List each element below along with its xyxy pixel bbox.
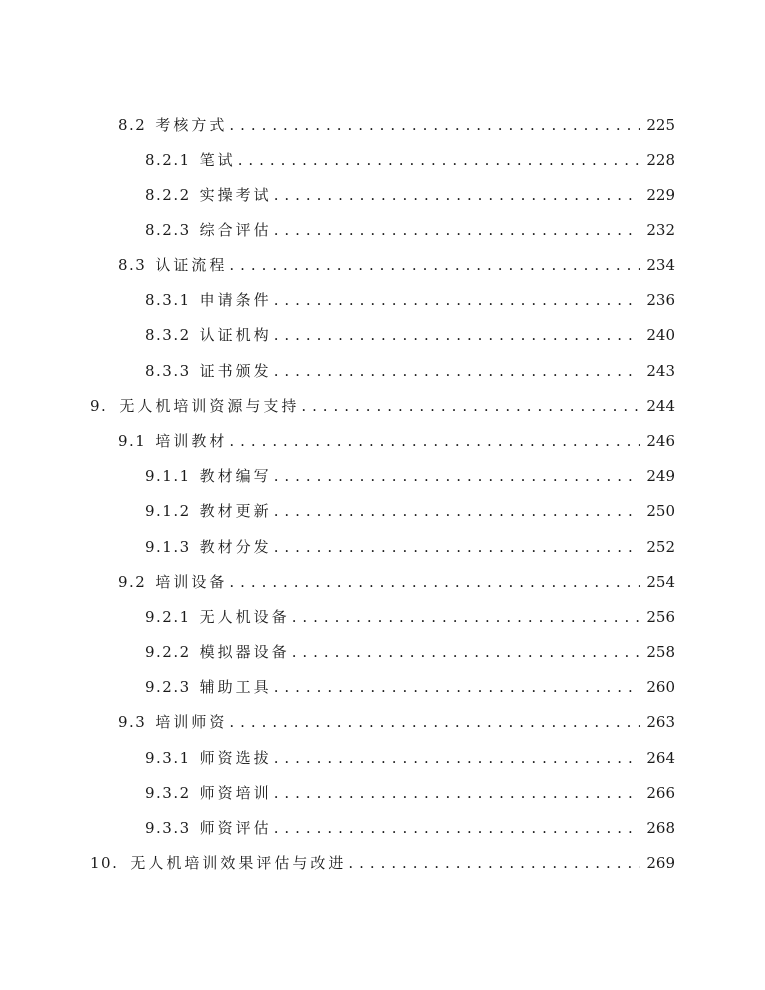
toc-entry-title: 教材更新: [199, 502, 272, 520]
toc-entry-number: 9.2.3: [145, 678, 191, 696]
toc-entry-number: 9.3.3: [145, 819, 191, 837]
toc-leader-dots: [229, 113, 640, 137]
toc-entry-number: 10.: [90, 854, 119, 872]
toc-entry-title: 笔试: [199, 151, 236, 169]
toc-entry-page: 252: [646, 538, 675, 556]
toc-entry-number: 8.3.3: [145, 362, 191, 380]
toc-entry[interactable]: [0, 746, 675, 770]
toc-entry-page: 240: [646, 326, 675, 344]
toc-entry-title: 教材分发: [199, 538, 272, 556]
toc-entry-title: 考核方式: [155, 116, 228, 134]
toc-entry-number: 8.2.2: [145, 186, 191, 204]
toc-entry-page: 250: [646, 502, 675, 520]
toc-entry-title: 无人机培训效果评估与改进: [130, 854, 347, 872]
toc-entry-number: 8.2.1: [145, 151, 191, 169]
toc-entry[interactable]: [0, 429, 675, 453]
toc-leader-dots: [229, 253, 640, 277]
toc-leader-dots: [274, 535, 641, 559]
toc-leader-dots: [274, 675, 641, 699]
toc-entry-number: 9.1.3: [145, 538, 191, 556]
toc-entry-page: 228: [646, 151, 675, 169]
toc-entry[interactable]: [0, 359, 675, 383]
toc-entry-title: 辅助工具: [199, 678, 272, 696]
toc-entry-page: 244: [646, 397, 675, 415]
toc-leader-dots: [229, 570, 640, 594]
toc-entry[interactable]: [0, 323, 675, 347]
toc-entry[interactable]: [0, 499, 675, 523]
toc-entry[interactable]: [0, 535, 675, 559]
toc-entry-page: 229: [646, 186, 675, 204]
toc-entry-number: 9.2.2: [145, 643, 191, 661]
toc-entry-page: 266: [646, 784, 675, 802]
toc-leader-dots: [229, 429, 640, 453]
toc-leader-dots: [274, 183, 641, 207]
toc-entry-title: 认证机构: [199, 326, 272, 344]
toc-entry-title: 教材编写: [199, 467, 272, 485]
toc-entry-title: 无人机培训资源与支持: [119, 397, 300, 415]
toc-entry-title: 培训教材: [155, 432, 228, 450]
toc-entry[interactable]: [0, 183, 675, 207]
toc-entry-title: 模拟器设备: [199, 643, 290, 661]
toc-leader-dots: [274, 499, 641, 523]
toc-leader-dots: [348, 851, 640, 875]
toc-leader-dots: [274, 218, 641, 242]
toc-entry-page: 260: [646, 678, 675, 696]
toc-entry-page: 246: [646, 432, 675, 450]
toc-entry-title: 师资培训: [199, 784, 272, 802]
toc-entry[interactable]: [0, 851, 675, 875]
toc-entry-page: 268: [646, 819, 675, 837]
toc-entry[interactable]: [0, 113, 675, 137]
toc-entry[interactable]: [0, 816, 675, 840]
toc-entry-page: 254: [646, 573, 675, 591]
toc-leader-dots: [238, 148, 641, 172]
toc-entry-title: 师资选拔: [199, 749, 272, 767]
toc-entry[interactable]: [0, 605, 675, 629]
toc-entry-title: 培训设备: [155, 573, 228, 591]
toc-entry-number: 9.3: [118, 713, 147, 731]
toc-entry-page: 243: [646, 362, 675, 380]
toc-entry-page: 236: [646, 291, 675, 309]
toc-leader-dots: [274, 464, 641, 488]
toc-entry-page: 232: [646, 221, 675, 239]
toc-entry-page: 256: [646, 608, 675, 626]
toc-entry[interactable]: [0, 570, 675, 594]
toc-leader-dots: [274, 288, 641, 312]
toc-entry[interactable]: [0, 218, 675, 242]
toc-entry[interactable]: [0, 464, 675, 488]
toc-entry-number: 9.3.1: [145, 749, 191, 767]
toc-entry-page: 258: [646, 643, 675, 661]
toc-entry-title: 证书颁发: [199, 362, 272, 380]
toc-entry[interactable]: [0, 640, 675, 664]
toc-entry[interactable]: [0, 253, 675, 277]
toc-entry-number: 8.3: [118, 256, 147, 274]
toc-entry-page: 269: [646, 854, 675, 872]
toc-leader-dots: [292, 640, 641, 664]
toc-leader-dots: [274, 323, 641, 347]
toc-entry-page: 263: [646, 713, 675, 731]
toc-entry-page: 249: [646, 467, 675, 485]
toc-entry-number: 9.2.1: [145, 608, 191, 626]
toc-entry-page: 225: [646, 116, 675, 134]
toc-entry-number: 9.2: [118, 573, 147, 591]
toc-leader-dots: [274, 816, 641, 840]
toc-entry[interactable]: [0, 288, 675, 312]
toc-leader-dots: [292, 605, 641, 629]
toc-entry-title: 实操考试: [199, 186, 272, 204]
toc-entry[interactable]: [0, 394, 675, 418]
toc-entry-title: 综合评估: [199, 221, 272, 239]
toc-entry-title: 无人机设备: [199, 608, 290, 626]
toc-entry-number: 8.3.1: [145, 291, 191, 309]
toc-leader-dots: [229, 710, 640, 734]
toc-entry-number: 9.1.1: [145, 467, 191, 485]
toc-leader-dots: [301, 394, 640, 418]
toc-entry-title: 师资评估: [199, 819, 272, 837]
toc-entry-page: 264: [646, 749, 675, 767]
toc-leader-dots: [274, 359, 641, 383]
toc-entry-title: 培训师资: [155, 713, 228, 731]
toc-entry-number: 9.1: [118, 432, 147, 450]
toc-entry-number: 8.3.2: [145, 326, 191, 344]
toc-entry[interactable]: [0, 675, 675, 699]
toc-entry[interactable]: [0, 710, 675, 734]
toc-leader-dots: [274, 781, 641, 805]
toc-entry-title: 认证流程: [155, 256, 228, 274]
toc-entry[interactable]: [0, 148, 675, 172]
toc-entry-number: 9.: [90, 397, 108, 415]
toc-entry-number: 9.3.2: [145, 784, 191, 802]
toc-entry-title: 申请条件: [199, 291, 272, 309]
toc-entry-page: 234: [646, 256, 675, 274]
toc-entry-number: 8.2.3: [145, 221, 191, 239]
toc-entry-number: 8.2: [118, 116, 147, 134]
toc-entry[interactable]: [0, 781, 675, 805]
toc-entry-number: 9.1.2: [145, 502, 191, 520]
toc-leader-dots: [274, 746, 641, 770]
